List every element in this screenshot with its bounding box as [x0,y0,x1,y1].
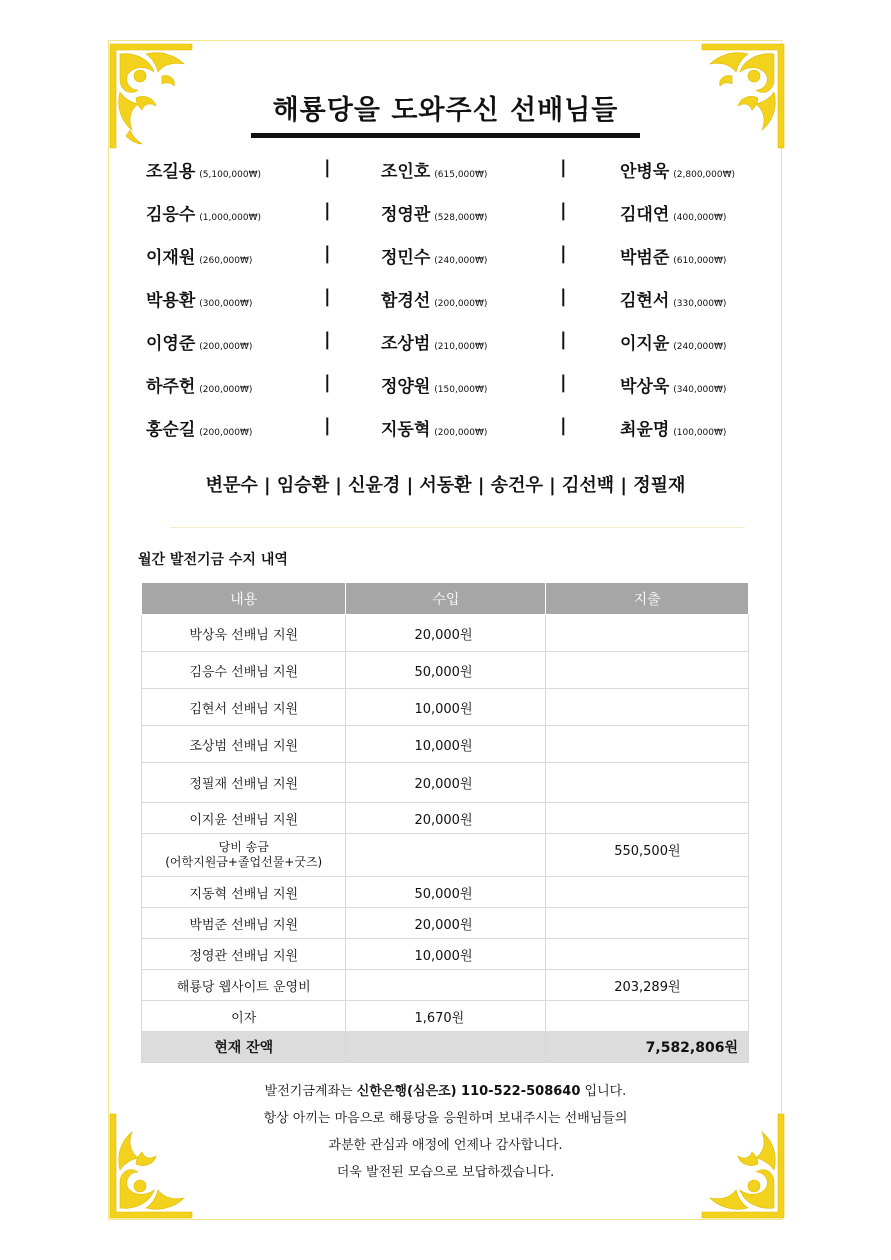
donor-amount: (2,800,000₩) [673,170,736,180]
ledger-row [142,615,749,652]
header-desc: 내용 [142,583,346,615]
donor-entry [381,415,487,440]
donor-name: 김현서 [620,291,670,311]
ledger-row [142,939,749,970]
ledger-income: 20,000원 [346,908,546,939]
donor-separator: | [324,243,331,264]
donor-amount: (260,000₩) [199,256,253,266]
section-divider [170,527,745,528]
donor-separator: | [324,415,331,436]
donor-name: 김대연 [620,205,670,225]
balance-value: 7,582,806원 [546,1032,749,1063]
ledger-income: 50,000원 [346,652,546,689]
donor-amount: (240,000₩) [673,342,727,352]
ledger-desc: 박상욱 선배님 지원 [142,615,346,652]
ledger-expense [546,726,749,763]
ledger-expense [546,877,749,908]
donor-row [138,200,758,228]
donor-amount: (200,000₩) [199,342,253,352]
donor-row [138,372,758,400]
donor-amount: (340,000₩) [673,385,727,395]
ledger-income: 50,000원 [346,877,546,908]
donor-amount: (200,000₩) [199,428,253,438]
ledger-expense [546,689,749,726]
ledger-desc: 지동혁 선배님 지원 [142,877,346,908]
footer-account-suffix: 입니다. [580,1084,627,1099]
donor-separator: | [560,329,567,350]
ledger-row [142,689,749,726]
ledger-expense [546,615,749,652]
donor-entry [620,286,726,311]
balance-row [142,1032,749,1063]
donor-separator: | [324,157,331,178]
donor-amount: (300,000₩) [199,299,253,309]
donor-entry [620,329,726,354]
ledger-desc: 이지윤 선배님 지원 [142,803,346,834]
footer-line-3: 과분한 관심과 애정에 언제나 감사합니다. [328,1138,563,1153]
ledger-desc: 이자 [142,1001,346,1032]
ledger-expense [546,652,749,689]
donor-separator: | [560,415,567,436]
donor-name: 정양원 [381,377,431,397]
donor-entry [146,200,261,225]
donor-amount: (400,000₩) [673,213,727,223]
donor-name: 조상범 [381,334,431,354]
ledger-income [346,970,546,1001]
donor-entry [381,157,487,182]
donor-name: 조길용 [146,162,196,182]
donor-entry [146,286,252,311]
ledger-desc: 해룡당 웹사이트 운영비 [142,970,346,1001]
footer-line-4: 더욱 발전된 모습으로 보답하겠습니다. [336,1165,555,1180]
ledger-row [142,908,749,939]
ledger-row [142,726,749,763]
ledger-income: 10,000원 [346,689,546,726]
donor-amount: (330,000₩) [673,299,727,309]
donor-separator: | [324,200,331,221]
donor-amount: (610,000₩) [673,256,727,266]
ledger-desc: 정영관 선배님 지원 [142,939,346,970]
donor-name: 정민수 [381,248,431,268]
ledger-header-row [142,583,749,615]
donor-name: 지동혁 [381,420,431,440]
ledger-expense [546,1001,749,1032]
donor-entry [620,200,726,225]
donor-amount: (528,000₩) [434,213,488,223]
ledger-expense [546,763,749,803]
donor-name: 조인호 [381,162,431,182]
donor-entry [381,286,487,311]
donor-name: 이지윤 [620,334,670,354]
page-title: 해룡당을 도와주신 선배님들 [272,95,619,126]
ledger-row [142,877,749,908]
donor-amount: (200,000₩) [434,299,488,309]
donor-row [138,157,758,185]
donor-name: 정영관 [381,205,431,225]
ledger-income: 1,670원 [346,1001,546,1032]
ledger-income: 20,000원 [346,615,546,652]
donor-name: 함경선 [381,291,431,311]
extra-donor-names: 변문수 | 임승환 | 신윤경 | 서동환 | 송건우 | 김선백 | 정필재 [205,475,686,496]
donor-entry [620,372,726,397]
header-income: 수입 [346,583,546,615]
donor-amount: (210,000₩) [434,342,488,352]
donor-name: 박상욱 [620,377,670,397]
donor-name: 안병욱 [620,162,670,182]
donor-name: 이재원 [146,248,196,268]
donor-amount: (150,000₩) [434,385,488,395]
footer-account-line [0,1080,891,1099]
ledger-expense: 550,500원 [546,834,749,877]
donor-separator: | [324,372,331,393]
donor-row [138,286,758,314]
footer-account-number: 신한은행(심은조) 110-522-508640 [356,1084,581,1099]
ledger-row [142,970,749,1001]
donor-name: 홍순길 [146,420,196,440]
donor-separator: | [560,200,567,221]
donor-separator: | [560,243,567,264]
ledger-income: 20,000원 [346,803,546,834]
donor-separator: | [324,286,331,307]
ledger-desc: 조상범 선배님 지원 [142,726,346,763]
donor-entry [146,329,252,354]
donor-amount: (200,000₩) [199,385,253,395]
ledger-income: 20,000원 [346,763,546,803]
donor-name: 박범준 [620,248,670,268]
donor-name: 이영준 [146,334,196,354]
ledger-expense [546,908,749,939]
footer-line-2: 항상 아끼는 마음으로 해룡당을 응원하며 보내주시는 선배님들의 [263,1111,628,1126]
ledger-row [142,1001,749,1032]
donor-entry [381,372,487,397]
ledger-expense: 203,289원 [546,970,749,1001]
donor-amount: (100,000₩) [673,428,727,438]
donor-amount: (200,000₩) [434,428,488,438]
header-expense: 지출 [546,583,749,615]
donor-entry [381,200,487,225]
ledger-income: 10,000원 [346,939,546,970]
title-underline [251,133,640,138]
donor-name: 하주헌 [146,377,196,397]
donor-entry [146,415,252,440]
donor-separator: | [560,372,567,393]
ledger-row [142,652,749,689]
balance-label: 현재 잔액 [142,1032,346,1063]
ledger-income: 10,000원 [346,726,546,763]
donor-separator: | [560,157,567,178]
donor-row [138,329,758,357]
ledger-desc [142,834,346,877]
ledger-row [142,763,749,803]
donor-amount: (615,000₩) [434,170,488,180]
donor-entry [620,415,726,440]
donor-entry [381,329,487,354]
ledger-desc: 정필재 선배님 지원 [142,763,346,803]
footer-account-prefix: 발전기금계좌는 [264,1084,357,1099]
donor-separator: | [324,329,331,350]
donor-name: 최윤명 [620,420,670,440]
donor-entry [146,243,252,268]
ledger-desc: 박범준 선배님 지원 [142,908,346,939]
donor-row [138,415,758,443]
ledger-desc: 김현서 선배님 지원 [142,689,346,726]
donor-entry [620,243,726,268]
ledger-table [141,582,749,1063]
ledger-desc: 김응수 선배님 지원 [142,652,346,689]
donor-separator: | [560,286,567,307]
ledger-expense [546,803,749,834]
donor-name: 박용환 [146,291,196,311]
donor-amount: (5,100,000₩) [199,170,262,180]
ledger-income [346,834,546,877]
ledger-row [142,803,749,834]
ledger-desc-line: 당비 송금 [218,840,269,854]
donor-entry [146,157,261,182]
donor-entry [620,157,735,182]
donor-amount: (1,000,000₩) [199,213,262,223]
ledger-desc-detail: (어학지원금+졸업선물+굿즈) [165,855,323,869]
balance-spacer [346,1032,546,1063]
donor-name: 김응수 [146,205,196,225]
donor-entry [381,243,487,268]
ledger-row [142,834,749,877]
ledger-title: 월간 발전기금 수지 내역 [138,552,288,568]
donor-entry [146,372,252,397]
donor-amount: (240,000₩) [434,256,488,266]
donor-row [138,243,758,271]
ledger-expense [546,939,749,970]
